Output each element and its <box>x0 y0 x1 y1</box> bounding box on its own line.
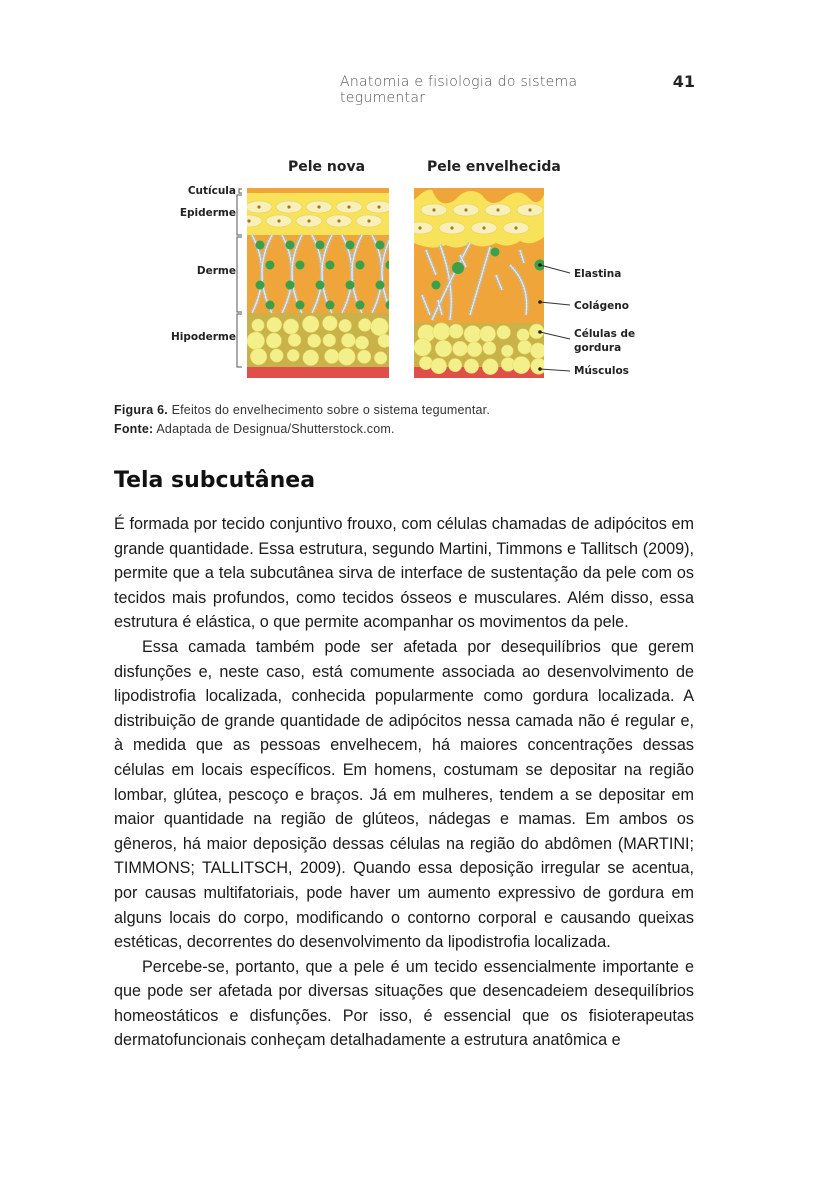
cell-nucleus <box>367 219 370 222</box>
figure-label: Figura 6. <box>114 403 168 417</box>
fat-cell <box>339 319 352 332</box>
cell-nucleus <box>528 208 531 211</box>
running-header <box>340 72 695 106</box>
aged-epidermis <box>414 190 544 248</box>
fat-cell <box>433 323 450 340</box>
fat-cell <box>250 348 267 365</box>
figure-text: Efeitos do envelhecimento sobre o sistema tegumentar. <box>171 403 491 417</box>
fat-cell <box>530 343 546 359</box>
label-hipoderme: Hipoderme <box>171 331 236 343</box>
fat-cell <box>355 336 368 349</box>
cell-nucleus <box>247 219 250 222</box>
label-cuticula: Cutícula <box>187 185 236 197</box>
running-title: Anatomia e fisiologia do sistema tegumentar <box>340 74 578 106</box>
label-gordura: gordura <box>574 342 622 354</box>
fat-cell <box>467 342 482 357</box>
fat-cell <box>358 318 371 331</box>
fat-cell <box>341 333 355 347</box>
elastin-fiber <box>316 281 325 290</box>
fat-cell <box>302 316 319 333</box>
fat-cell <box>501 345 513 357</box>
cell-nucleus <box>347 205 350 208</box>
source-line <box>114 420 490 439</box>
elastin-fiber <box>286 241 295 250</box>
aged-skin-panel <box>407 188 547 383</box>
fat-cell <box>247 332 265 350</box>
elastin-fiber <box>356 261 365 270</box>
elastin-fiber <box>346 281 355 290</box>
fat-cell <box>531 358 547 374</box>
paragraph-3: Percebe-se, portanto, que a pele é um tecido essencialmente importante e que pode ser afetada por diversas situações que desencadeiem desequilíbrios homeostáticos e disfunções. Por isso, é essencial que os fisioterapeutas dermatofuncionais conheçam detalhadamente a estrutura anatômica e <box>114 957 694 1050</box>
elastin-fiber <box>432 281 441 290</box>
cell-nucleus <box>464 208 467 211</box>
cell-nucleus <box>482 226 485 229</box>
fat-cell <box>266 333 281 348</box>
cell-nucleus <box>307 219 310 222</box>
fat-cell <box>338 348 355 365</box>
elastin-fiber <box>386 261 395 270</box>
fat-cell <box>324 349 339 364</box>
elastin-fiber <box>326 261 335 270</box>
fat-cell <box>431 358 447 374</box>
elastin-fiber <box>316 241 325 250</box>
fat-cell <box>464 326 481 343</box>
fat-cell <box>529 324 544 339</box>
elastin-fiber <box>296 301 305 310</box>
layer-brackets <box>237 189 242 367</box>
cell-nucleus <box>337 219 340 222</box>
fat-cell <box>497 325 511 339</box>
fat-cell <box>374 352 387 365</box>
fat-cell <box>303 350 319 366</box>
fat-cell <box>252 319 265 332</box>
fat-cell <box>435 340 452 357</box>
fat-cell <box>267 317 282 332</box>
fat-cell <box>288 334 301 347</box>
cell-nucleus <box>514 226 517 229</box>
fat-cell <box>287 349 299 361</box>
fat-cell <box>357 350 371 364</box>
cell-nucleus <box>277 219 280 222</box>
fat-cell <box>464 359 479 374</box>
elastin-fiber <box>376 241 385 250</box>
label-colageno: Colágeno <box>574 300 629 312</box>
page-number: 41 <box>672 72 695 91</box>
young-skin-title: Pele nova <box>288 159 366 175</box>
young-cuticle <box>247 188 389 193</box>
fat-cell <box>448 358 461 371</box>
fat-cell <box>482 359 498 375</box>
fat-cell <box>283 319 299 335</box>
fat-cell <box>307 334 320 347</box>
fat-cell <box>480 326 496 342</box>
young-skin-panel <box>236 188 395 383</box>
elastin-fiber <box>326 301 335 310</box>
label-musculos: Músculos <box>574 365 629 377</box>
fat-cell <box>483 342 496 355</box>
elastin-fiber <box>266 261 275 270</box>
elastin-fiber <box>256 241 265 250</box>
elastin-fiber <box>386 301 395 310</box>
cell-nucleus <box>257 205 260 208</box>
elastin-fiber <box>376 281 385 290</box>
aged-skin-title: Pele envelhecida <box>427 159 561 175</box>
elastin-fiber <box>346 241 355 250</box>
young-epidermis <box>247 193 389 235</box>
fat-cell <box>322 316 337 331</box>
cell-nucleus <box>377 205 380 208</box>
cell-nucleus <box>418 226 421 229</box>
fat-cell <box>452 341 467 356</box>
fat-cell <box>414 339 431 356</box>
source-text: Adaptada de Designua/Shutterstock.com. <box>156 422 395 436</box>
cell-nucleus <box>287 205 290 208</box>
elastin-fiber <box>296 261 305 270</box>
cell-nucleus <box>432 208 435 211</box>
fat-cell <box>517 329 530 342</box>
label-celulas-de: Células de <box>574 328 636 340</box>
section-title: Tela subcutânea <box>114 468 316 493</box>
elastin-fiber <box>356 301 365 310</box>
label-derme: Derme <box>196 265 236 277</box>
leader-lines <box>540 265 570 371</box>
body-text <box>114 512 694 1053</box>
figure-caption <box>114 401 490 439</box>
cell-nucleus <box>317 205 320 208</box>
fat-cell <box>518 340 532 354</box>
young-muscle <box>247 367 389 383</box>
label-epiderme: Epiderme <box>179 207 236 219</box>
fat-cell <box>323 334 336 347</box>
elastin-fiber <box>256 281 265 290</box>
caption-line <box>114 401 490 420</box>
label-elastina: Elastina <box>574 268 622 280</box>
paragraph-1: É formada por tecido conjuntivo frouxo, com células chamadas de adipócitos em grande quantidade. Essa estrutura, segundo Martini, Timmons e Tallitsch (2009), permite que a tela subcutânea sirva de interface de sustentação da pele com os tecidos mais profundos, como tecidos ósseos e musculares. Além disso, essa estrutura é elástica, o que permite acompanhar os movimentos da pele. <box>114 515 694 632</box>
skin-aging-figure <box>170 155 660 385</box>
fat-cell <box>513 356 530 373</box>
source-label: Fonte: <box>114 422 154 436</box>
elastin-fiber <box>266 301 275 310</box>
elastin-fiber <box>452 262 464 274</box>
fat-cell <box>371 318 389 336</box>
fat-cell <box>449 324 463 338</box>
cell-nucleus <box>496 208 499 211</box>
elastin-fiber <box>286 281 295 290</box>
elastin-fiber <box>491 248 500 257</box>
cell-nucleus <box>450 226 453 229</box>
fat-cell <box>270 349 283 362</box>
fat-cell <box>419 356 432 369</box>
paragraph-2: Essa camada também pode ser afetada por desequilíbrios que gerem disfunções e, neste caso, está comumente associada ao desenvolvimento de lipodistrofia localizada, conhecida popularmente como gordura localizada. A distribuição de grande quantidade de adipócitos nessa camada não é regular e, à medida que as pessoas envelhecem, há maiores concentrações dessas células em locais específicos. Em homens, costumam se depositar na região lombar, glútea, pescoço e braços. Já em mulheres, tendem a se depositar em maior quantidade na região de glúteos, nádegas e mamas. Em ambos os gêneros, há maior deposição dessas células na região do abdômen (MARTINI; TIMMONS; TALLITSCH, 2009). Quando essa deposição irregular se acentua, por causas multifatoriais, pode haver um aumento expressivo de gordura em alguns locais do corpo, modificando o contorno corporal e causando queixas estéticas, decorrentes do desenvolvimento da lipodistrofia localizada. <box>114 637 694 952</box>
fat-cell <box>378 334 391 347</box>
